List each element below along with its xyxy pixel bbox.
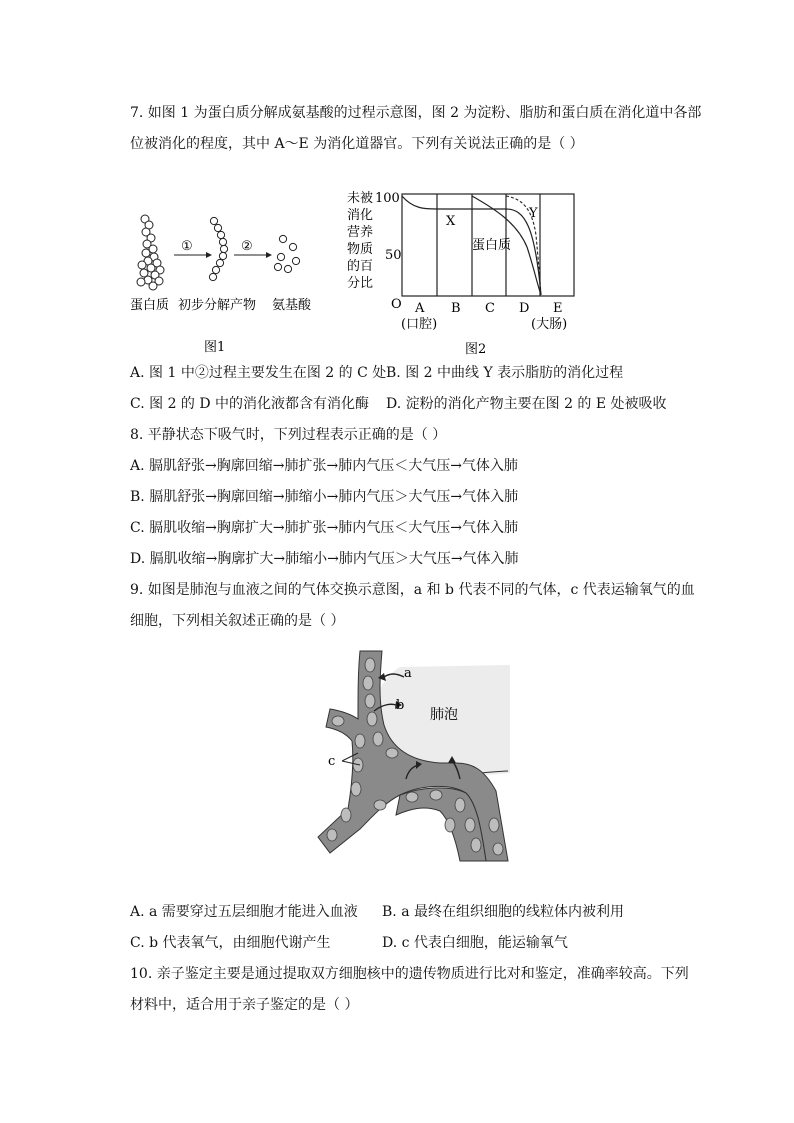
fig2-caption: 图2: [465, 342, 487, 357]
q7-figure1: [126, 205, 326, 355]
q9-label-alveolus: 肺泡: [430, 707, 458, 723]
fig1-step2: ②: [241, 239, 253, 254]
fig2-x-d: D: [519, 301, 530, 316]
fig2-y50: 50: [385, 248, 402, 263]
q8-stem: 8. 平静状态下吸气时，下列过程表示正确的是（ ）: [130, 427, 447, 443]
q7-stem-line2: 位被消化的程度，其中 A～E 为消化道器官。下列有关说法正确的是（ ）: [130, 136, 584, 152]
q9-label-c: c: [328, 754, 336, 769]
q7-stem-line1: 7. 如图 1 为蛋白质分解成氨基酸的过程示意图，图 2 为淀粉、脂肪和蛋白质在消化道中各部: [130, 105, 702, 121]
q9-option-a: A. a 需要穿过五层细胞才能进入血液: [130, 904, 358, 920]
fig1-label-protein: 蛋白质: [130, 298, 170, 313]
fig2-x-a: A: [415, 301, 425, 316]
fig2-label-x: X: [446, 214, 456, 229]
fig2-ylabel-3: 物质: [347, 242, 374, 257]
fig2-mouth: (口腔): [401, 317, 438, 332]
fig2-x-b: B: [451, 301, 461, 316]
fig2-x-c: C: [485, 301, 495, 316]
fig1-caption: 图1: [204, 340, 226, 355]
q9-label-a: a: [404, 666, 412, 681]
q10-stem-line2: 材料中，适合用于亲子鉴定的是（ ）: [130, 997, 359, 1013]
q9-figure: [300, 645, 530, 870]
fig2-origin: O: [391, 297, 402, 312]
q7-option-b: B. 图 2 中曲线 Y 表示脂肪的消化过程: [386, 365, 624, 381]
q9-label-b: b: [396, 698, 405, 713]
q10-stem-line1: 10. 亲子鉴定主要是通过提取双方细胞核中的遗传物质进行比对和鉴定，准确率较高。下列: [130, 966, 689, 982]
q9-stem-line1: 9. 如图是肺泡与血液之间的气体交换示意图，a 和 b 代表不同的气体，c 代表运输氧气的血: [130, 582, 695, 598]
q7-figure2: [345, 187, 595, 362]
q7-option-d: D. 淀粉的消化产物主要在图 2 的 E 处被吸收: [386, 396, 667, 412]
fig2-ylabel-0: 未被: [347, 191, 374, 206]
q9-option-c: C. b 代表氧气，由细胞代谢产生: [130, 935, 331, 951]
q7-option-a: A. 图 1 中②过程主要发生在图 2 的 C 处: [130, 365, 387, 381]
fig2-label-protein: 蛋白质: [472, 238, 512, 253]
q8-option-c: C. 膈肌收缩→胸廓扩大→肺扩张→肺内气压＜大气压→气体入肺: [130, 520, 519, 536]
q9-stem-line2: 细胞，下列相关叙述正确的是（ ）: [130, 613, 345, 629]
fig2-x-e: E: [553, 301, 563, 316]
fig2-ylabel-1: 消化: [347, 208, 374, 223]
q9-option-d: D. c 代表白细胞，能运输氧气: [382, 935, 568, 951]
q9-option-b: B. a 最终在组织细胞的线粒体内被利用: [382, 904, 624, 920]
fig2-label-y: Y: [529, 206, 538, 221]
fig2-large-intestine: (大肠): [531, 317, 568, 332]
fig2-ylabel-2: 营养: [347, 225, 374, 240]
fig2-ylabel-5: 分比: [347, 276, 374, 291]
fig1-label-amino: 氨基酸: [272, 298, 312, 313]
fig2-ylabel-4: 的百: [347, 259, 374, 274]
fig2-y100: 100: [375, 191, 400, 206]
q8-option-d: D. 膈肌收缩→胸廓扩大→肺缩小→肺内气压＞大气压→气体入肺: [130, 551, 519, 567]
q8-option-a: A. 膈肌舒张→胸廓回缩→肺扩张→肺内气压＜大气压→气体入肺: [130, 458, 518, 474]
q7-option-c: C. 图 2 的 D 中的消化液都含有消化酶: [130, 396, 370, 412]
fig1-step1: ①: [181, 239, 193, 254]
fig1-label-intermediate: 初步分解产物: [178, 298, 257, 313]
q8-option-b: B. 膈肌舒张→胸廓回缩→肺缩小→肺内气压＞大气压→气体入肺: [130, 489, 519, 505]
